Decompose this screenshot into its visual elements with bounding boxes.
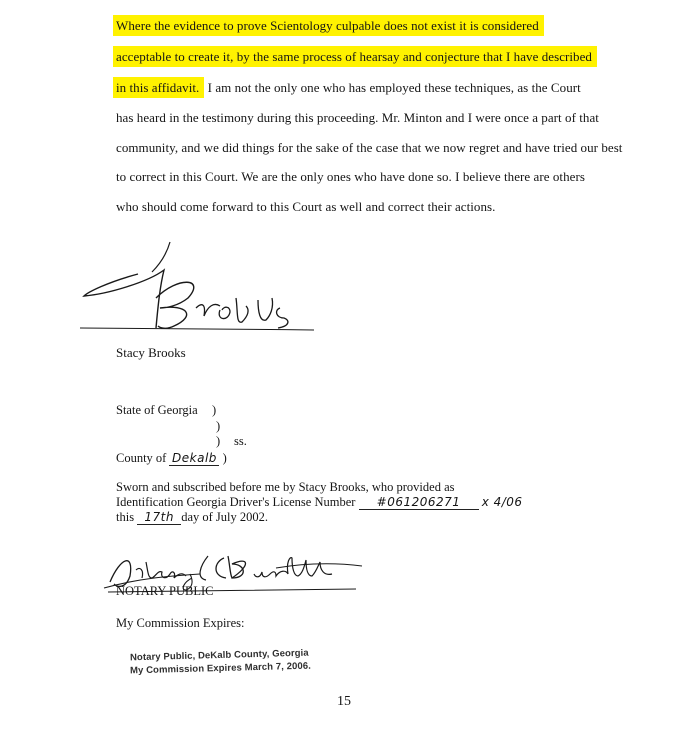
ss-label: ss. xyxy=(234,434,247,448)
paragraph-line-3 xyxy=(116,80,581,96)
paragraph-line-5: community, and we did things for the sake of the case that we now regret and have tried our best xyxy=(116,140,623,155)
this-label: this xyxy=(116,510,135,524)
license-suffix: x 4/06 xyxy=(481,495,523,509)
license-label: Identification Georgia Driver's License Number xyxy=(116,495,356,509)
paragraph-line-4: has heard in the testimony during this proceeding. Mr. Minton and I were once a part of that xyxy=(116,110,599,125)
notary-stamp-line-1: Notary Public, DeKalb County, Georgia xyxy=(129,647,309,664)
day-value: 17th xyxy=(137,510,181,525)
notary-public-label: NOTARY PUBLIC xyxy=(116,584,214,598)
page-number: 15 xyxy=(337,694,351,709)
paragraph-line-6: to correct in this Court. We are the only ones who have done so. I believe there are others xyxy=(116,169,585,184)
paragraph-line-1 xyxy=(116,18,544,34)
commission-label: My Commission Expires: xyxy=(116,616,245,630)
highlighted-text: Where the evidence to prove Scientology culpable does not exist it is considered xyxy=(113,15,544,36)
paren: ) xyxy=(216,434,221,448)
license-value: #061206271 xyxy=(359,495,479,510)
highlighted-text: in this affidavit. xyxy=(113,77,204,98)
jurat-line-3 xyxy=(116,510,268,525)
jurat-line-2 xyxy=(116,495,523,510)
paren: ) xyxy=(216,419,221,433)
county-label: County of xyxy=(116,451,167,465)
printed-name: Stacy Brooks xyxy=(116,345,186,360)
county-value: Dekalb xyxy=(169,451,219,466)
paragraph-line-2 xyxy=(116,49,597,65)
notary-stamp-line-2: My Commission Expires March 7, 2006. xyxy=(129,660,312,677)
county-line xyxy=(116,451,227,466)
jurat-line-1: Sworn and subscribed before me by Stacy Brooks, who provided as xyxy=(116,480,455,494)
paren: ) xyxy=(222,451,227,465)
highlighted-text: acceptable to create it, by the same process of hearsay and conjecture that I have described xyxy=(113,46,597,67)
state-label: State of Georgia xyxy=(116,403,198,417)
paragraph-text: I am not the only one who has employed these techniques, as the Court xyxy=(204,80,581,95)
paragraph-line-7: who should come forward to this Court as well and correct their actions. xyxy=(116,199,496,214)
affiant-signature xyxy=(78,236,328,336)
day-suffix: day of July 2002. xyxy=(181,510,268,524)
paren: ) xyxy=(212,403,217,417)
